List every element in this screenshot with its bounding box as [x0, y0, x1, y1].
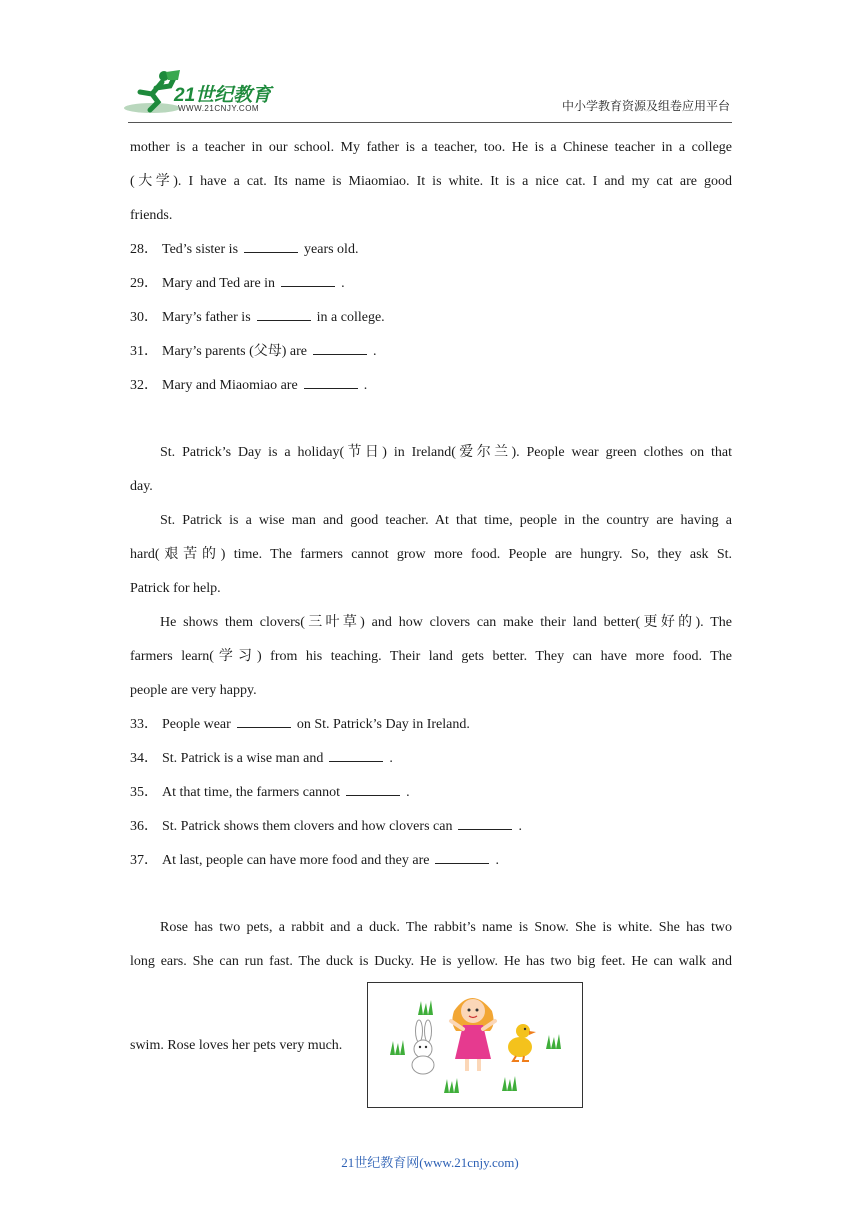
question-text: . — [518, 819, 522, 834]
passage-line: He shows them clovers(三叶草) and how clovers can make their land better(更好的). The — [160, 615, 732, 630]
passage-line: day. — [130, 479, 153, 494]
question-text: Mary and Ted are in — [162, 276, 276, 291]
question-number: 32． — [130, 378, 158, 393]
header-divider — [128, 122, 732, 123]
rabbit-icon — [412, 1020, 434, 1074]
document-body — [130, 134, 732, 1107]
question-text: St. Patrick is a wise man and — [162, 751, 324, 766]
answer-blank[interactable] — [435, 849, 489, 864]
question-text: People wear — [162, 717, 231, 732]
question-text: Ted’s sister is — [162, 242, 239, 257]
question-item — [130, 236, 732, 270]
answer-blank[interactable] — [346, 781, 400, 796]
passage-line: Patrick for help. — [130, 581, 221, 596]
passage-line: mother is a teacher in our school. My father is a teacher, too. He is a Chinese teacher in a college — [130, 140, 732, 155]
girl-icon — [451, 998, 495, 1071]
answer-blank[interactable] — [458, 815, 512, 830]
question-number: 37． — [130, 853, 158, 868]
passage-line: farmers learn(学习) from his teaching. Their land gets better. They can have more food. The — [130, 649, 732, 664]
logo-text: 21世纪教育 — [174, 85, 272, 106]
question-number: 29． — [130, 276, 158, 291]
passage-line: hard(艰苦的) time. The farmers cannot grow more food. People are hungry. So, they ask St. — [130, 547, 732, 562]
question-text: At that time, the farmers cannot — [162, 785, 341, 800]
question-item — [130, 847, 732, 881]
answer-blank[interactable] — [281, 272, 335, 287]
passage-line: (大学). I have a cat. Its name is Miaomiao. It is white. It is a nice cat. I and my cat are good — [130, 174, 732, 189]
question-text: At last, people can have more food and they are — [162, 853, 430, 868]
question-text: . — [373, 344, 377, 359]
question-number: 31． — [130, 344, 158, 359]
passage-line: friends. — [130, 208, 173, 223]
answer-blank[interactable] — [304, 374, 358, 389]
question-number: 33． — [130, 717, 158, 732]
question-text: St. Patrick shows them clovers and how clovers can — [162, 819, 453, 834]
question-number: 34． — [130, 751, 158, 766]
question-item — [130, 338, 732, 372]
question-number: 36． — [130, 819, 158, 834]
question-text: . — [389, 751, 393, 766]
question-number: 35． — [130, 785, 158, 800]
question-number: 30． — [130, 310, 158, 325]
passage-line: St. Patrick is a wise man and good teacher. At that time, people in the country are having a — [160, 513, 732, 528]
question-text: in a college. — [316, 310, 385, 325]
page-footer: 21世纪教育网(www.21cnjy.com) — [341, 1155, 519, 1170]
question-item — [130, 779, 732, 813]
question-item — [130, 304, 732, 338]
question-text: years old. — [304, 242, 359, 257]
question-number: 28． — [130, 242, 158, 257]
question-text: Mary’s parents (父母) are — [162, 344, 308, 359]
passage-line: people are very happy. — [130, 683, 257, 698]
passage-line: swim. Rose loves her pets very much. — [130, 1038, 343, 1053]
answer-blank[interactable] — [329, 747, 383, 762]
passage-line: St. Patrick’s Day is a holiday(节日) in Ireland(爱尔兰). People wear green clothes on that — [160, 445, 732, 460]
question-item — [130, 270, 732, 304]
question-item — [130, 745, 732, 779]
question-text: . — [406, 785, 410, 800]
question-text: on St. Patrick’s Day in Ireland. — [296, 717, 470, 732]
question-text: Mary and Miaomiao are — [162, 378, 298, 393]
passage-line: long ears. She can run fast. The duck is Ducky. He is yellow. He has two big feet. He can walk and — [130, 954, 732, 969]
question-text: Mary’s father is — [162, 310, 251, 325]
question-item — [130, 813, 732, 847]
logo-url: WWW.21CNJY.COM — [178, 104, 260, 113]
answer-blank[interactable] — [313, 340, 367, 355]
section-gap — [130, 406, 732, 439]
question-text: . — [495, 853, 499, 868]
illustration-frame — [367, 982, 583, 1108]
platform-name: 中小学教育资源及组卷应用平台 — [561, 99, 730, 113]
page-header — [0, 0, 860, 125]
question-item — [130, 372, 732, 406]
answer-blank[interactable] — [237, 713, 291, 728]
passage-line: Rose has two pets, a rabbit and a duck. The rabbit’s name is Snow. She is white. She has two — [160, 920, 732, 935]
girl-rabbit-duck-illustration — [368, 983, 582, 1107]
section-gap — [130, 881, 732, 914]
answer-blank[interactable] — [244, 238, 298, 253]
passage-line-with-picture — [130, 982, 732, 1107]
question-text: . — [341, 276, 345, 291]
question-text: . — [363, 378, 368, 393]
duck-icon — [508, 1024, 536, 1061]
answer-blank[interactable] — [257, 306, 311, 321]
question-item — [130, 711, 732, 745]
